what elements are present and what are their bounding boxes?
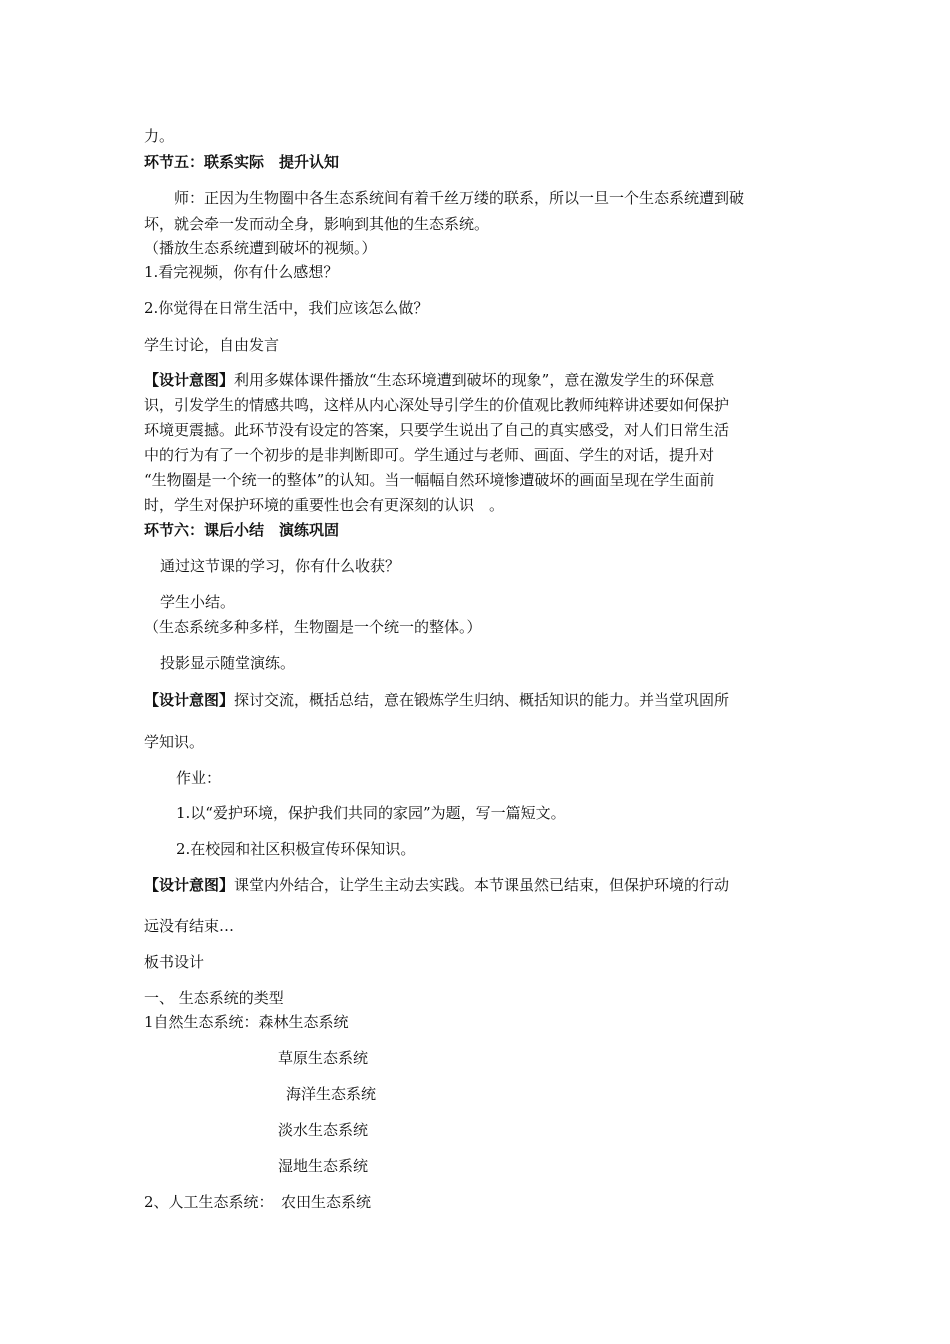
design-intent-tag: 【设计意图】 <box>144 876 235 894</box>
design-intent-1-line-2: 识，引发学生的情感共鸣，这样从内心深处导引学生的价值观比教师纯粹讲述要如何保护 <box>144 396 730 414</box>
homework-item-2: 2.在校园和社区积极宣传环保知识。 <box>176 840 416 858</box>
design-intent-2-line-2: 学知识。 <box>144 733 205 751</box>
homework-label: 作业： <box>176 769 222 787</box>
design-intent-1-line-1 <box>144 370 714 390</box>
student-summary: 学生小结。 <box>160 593 236 611</box>
section-five-heading: 环节五：联系实际 提升认知 <box>144 153 340 171</box>
teacher-text-line-2: 坏，就会牵一发而动全身，影响到其他的生态系统。 <box>144 215 490 233</box>
design-intent-tag: 【设计意图】 <box>144 691 235 709</box>
design-intent-3-line-1 <box>144 875 729 895</box>
design-intent-1-line-3: 环境更震撼。此环节没有设定的答案，只要学生说出了自己的真实感受，对人们日常生活 <box>144 421 730 439</box>
grassland-ecosystem: 草原生态系统 <box>278 1049 369 1067</box>
summary-question: 通过这节课的学习，你有什么收获？ <box>160 557 401 575</box>
design-intent-1-line-4: 中的行为有了一个初步的是非判断即可。学生通过与老师、画面、学生的对话，提升对 <box>144 446 715 464</box>
summary-note: （生态系统多种多样，生物圈是一个统一的整体。） <box>144 618 482 636</box>
paragraph-tail: 力。 <box>144 127 175 145</box>
design-intent-text: 利用多媒体课件播放“生态环境遭到破坏的现象”，意在激发学生的环保意 <box>234 371 715 389</box>
design-intent-2-line-1 <box>144 690 729 710</box>
design-intent-text: 探讨交流，概括总结，意在锻炼学生归纳、概括知识的能力。并当堂巩固所 <box>234 691 730 709</box>
board-heading-types: 一、 生态系统的类型 <box>144 989 284 1007</box>
board-design-title: 板书设计 <box>144 953 205 971</box>
projection-text: 投影显示随堂演练。 <box>160 654 296 672</box>
question-2: 2.你觉得在日常生活中，我们应该怎么做？ <box>144 299 429 317</box>
design-intent-3-line-2: 远没有结束… <box>144 917 235 935</box>
teacher-text-line-1: 师：正因为生物圈中各生态系统间有着千丝万缕的联系，所以一旦一个生态系统遭到破 <box>174 189 745 207</box>
natural-ecosystem-label: 1自然生态系统：森林生态系统 <box>144 1013 349 1031</box>
artificial-ecosystem-label: 2、人工生态系统： 农田生态系统 <box>144 1193 372 1211</box>
freshwater-ecosystem: 淡水生态系统 <box>278 1121 369 1139</box>
ocean-ecosystem: 海洋生态系统 <box>286 1085 377 1103</box>
design-intent-tag: 【设计意图】 <box>144 371 235 389</box>
homework-item-1: 1.以“爱护环境，保护我们共同的家园”为题，写一篇短文。 <box>176 804 566 822</box>
design-intent-1-line-6: 时，学生对保护环境的重要性也会有更深刻的认识 。 <box>144 496 505 514</box>
student-discussion: 学生讨论，自由发言 <box>144 336 280 354</box>
design-intent-text: 课堂内外结合，让学生主动去实践。本节课虽然已结束，但保护环境的行动 <box>234 876 730 894</box>
video-note: （播放生态系统遭到破坏的视频。） <box>144 239 377 257</box>
section-six-heading: 环节六：课后小结 演练巩固 <box>144 521 340 539</box>
question-1: 1.看完视频，你有什么感想？ <box>144 263 339 281</box>
wetland-ecosystem: 湿地生态系统 <box>278 1157 369 1175</box>
design-intent-1-line-5: “生物圈是一个统一的整体”的认知。当一幅幅自然环境惨遭破坏的画面呈现在学生面前 <box>144 471 715 489</box>
